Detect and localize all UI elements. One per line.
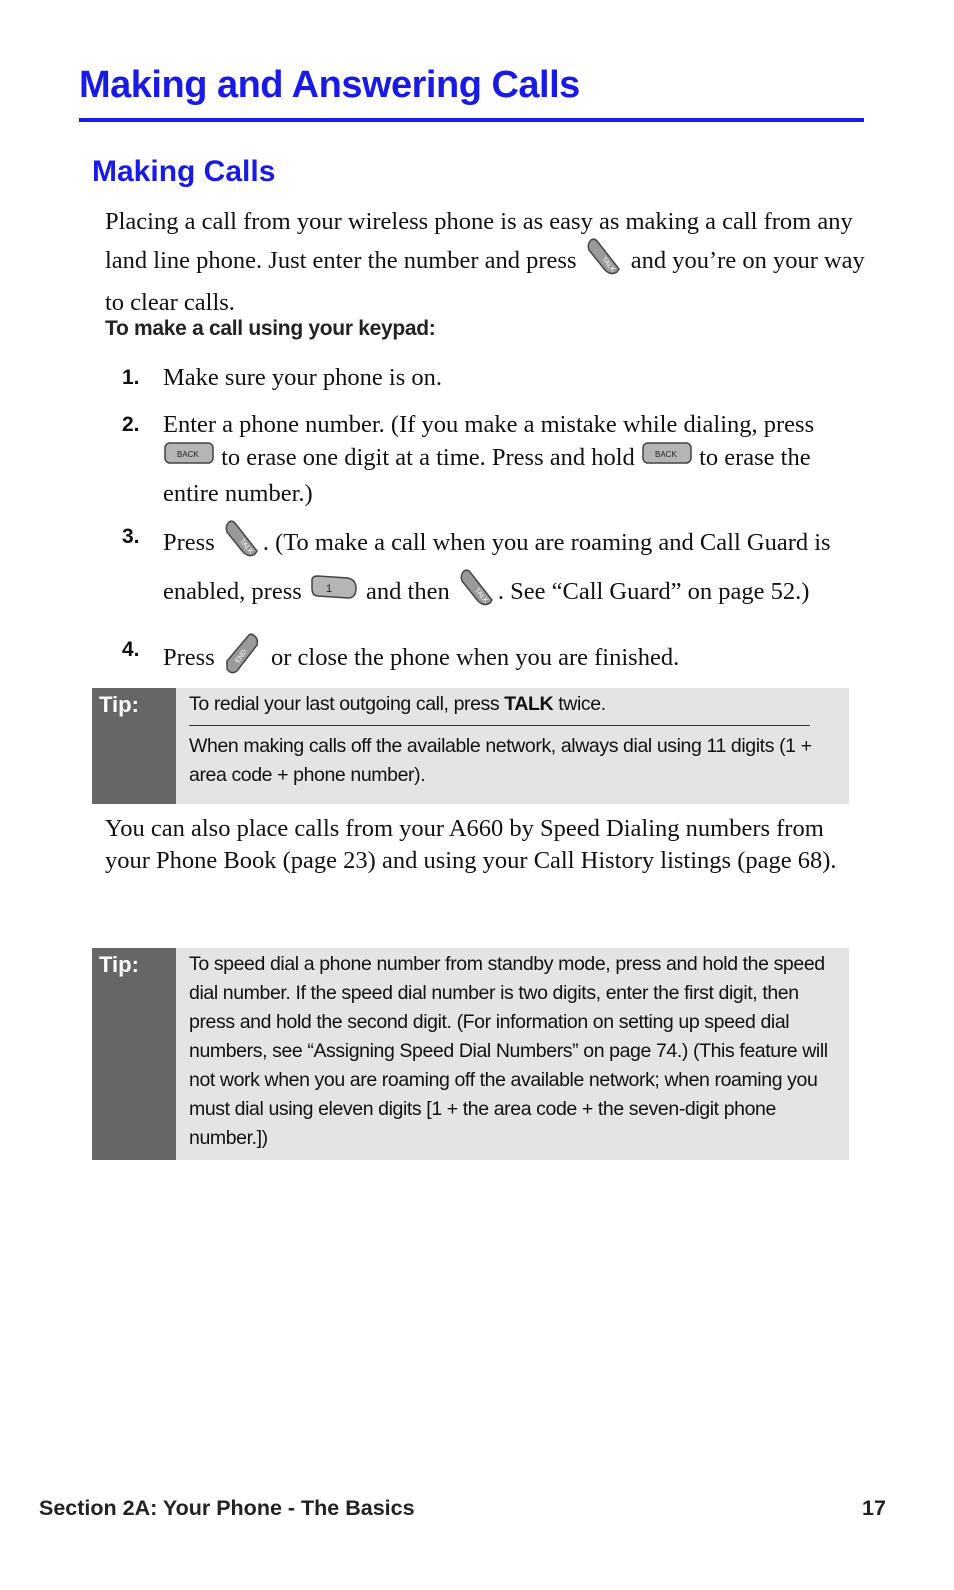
svg-text:TALK: TALK <box>237 538 255 556</box>
procedure-title: To make a call using your keypad: <box>105 317 436 340</box>
back-key-icon <box>641 440 693 475</box>
svg-text:BACK: BACK <box>177 449 199 459</box>
title-rule <box>79 118 864 122</box>
svg-text:TALK: TALK <box>599 256 616 274</box>
talk-key-icon <box>583 236 625 285</box>
step-4: 4. Press END or close the phone when you are finished. <box>122 633 862 686</box>
footer-section: Section 2A: Your Phone - The Basics <box>39 1496 415 1520</box>
svg-text:BACK: BACK <box>654 449 677 459</box>
section-title: Making Calls <box>92 155 276 188</box>
step-2: 2. Enter a phone number. (If you make a mistake while dialing, press BACK to erase one digit at a time. Press and hold BACK to erase the entire number.) <box>122 411 815 507</box>
one-key-icon <box>308 572 360 611</box>
intro-paragraph: Placing a call from your wireless phone is as easy as making a call from any land line phone. Just enter the number and press TALK and you’re on your way to clear calls. <box>105 208 865 316</box>
svg-text:1: 1 <box>325 583 333 595</box>
step-1: 1. Make sure your phone is on. <box>122 364 442 391</box>
speed-dial-paragraph: You can also place calls from your A660 by Speed Dialing numbers from your Phone Book (page 23) and using your Call History listings (page 68). <box>105 815 837 874</box>
tip-box-speed-dial: Tip: To speed dial a phone number from standby mode, press and hold the speed dial number. If the speed dial number is two digits, enter the first digit, then press and hold the second digit. (For information on setting up speed dial numbers, see “Assigning Speed Dial Numbers” on page 74.) (This feature will not work when you are roaming off the available network; when roaming you must dial using eleven digits [1 + the area code + the seven-digit phone number.]) <box>92 948 849 1160</box>
back-key-icon <box>163 440 215 475</box>
tip-box-redial: Tip: To redial your last outgoing call, press TALK twice. When making calls off the available network, always dial using 11 digits (1 + area code + phone number). <box>92 688 849 804</box>
talk-key-icon <box>221 518 263 567</box>
page-title: Making and Answering Calls <box>79 64 580 106</box>
svg-text:END: END <box>234 648 249 665</box>
talk-key-icon <box>456 567 498 616</box>
page-number: 17 <box>862 1496 886 1520</box>
step-3: 3. Press TALK . (To make a call when you are roaming and Call Guard is enabled, press 1 and then TALK . See “Call Guard” on page 52.) <box>122 520 862 618</box>
svg-text:TALK: TALK <box>472 587 490 605</box>
end-key-icon <box>221 631 265 684</box>
